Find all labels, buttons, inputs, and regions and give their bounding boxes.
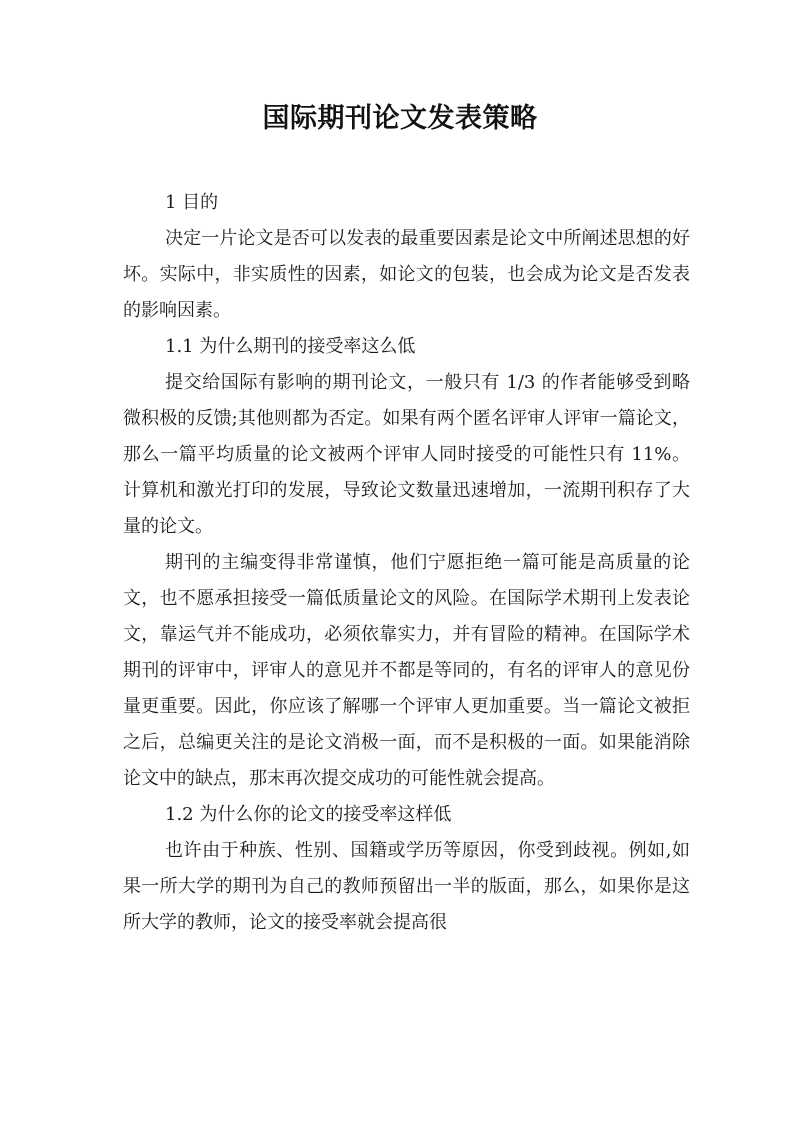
section-heading: 1 目的 [165,192,219,213]
paragraph: 提交给国际有影响的期刊论文，一般只有 1/3 的作者能够受到略微积极的反馈;其他则都为否定。如果有两个匿名评审人评审一篇论文，那么一篇平均质量的论文被两个评审人同时接受的可能性只有 11%。计算机和激光打印的发展，导致论文数量迅速增加，一流期刊积存了大量的论文。 [123,372,690,537]
document-body [123,185,690,941]
paragraph: 也许由于种族、性别、国籍或学历等原因，你受到歧视。例如,如果一所大学的期刊为自己的教师预留出一半的版面，那么，如果你是这所大学的教师，论文的接受率就会提高很 [123,840,690,933]
subsection-heading: 1.1 为什么期刊的接受率这么低 [165,336,416,357]
document-title: 国际期刊论文发表策略 [262,103,538,134]
subsection-heading: 1.2 为什么你的论文的接受率这样低 [165,804,452,825]
paragraph: 期刊的主编变得非常谨慎，他们宁愿拒绝一篇可能是高质量的论文，也不愿承担接受一篇低质量论文的风险。在国际学术期刊上发表论文，靠运气并不能成功，必须依靠实力，并有冒险的精神。在国际学术期刊的评审中，评审人的意见并不都是等同的，有名的评审人的意见份量更重要。因此，你应该了解哪一个评审人更加重要。当一篇论文被拒之后，总编更关注的是论文消极一面，而不是积极的一面。如果能消除论文中的缺点，那末再次提交成功的可能性就会提高。 [123,552,690,789]
paragraph: 决定一片论文是否可以发表的最重要因素是论文中所阐述思想的好坏。实际中，非实质性的因素，如论文的包装，也会成为论文是否发表的影响因素。 [123,228,690,321]
